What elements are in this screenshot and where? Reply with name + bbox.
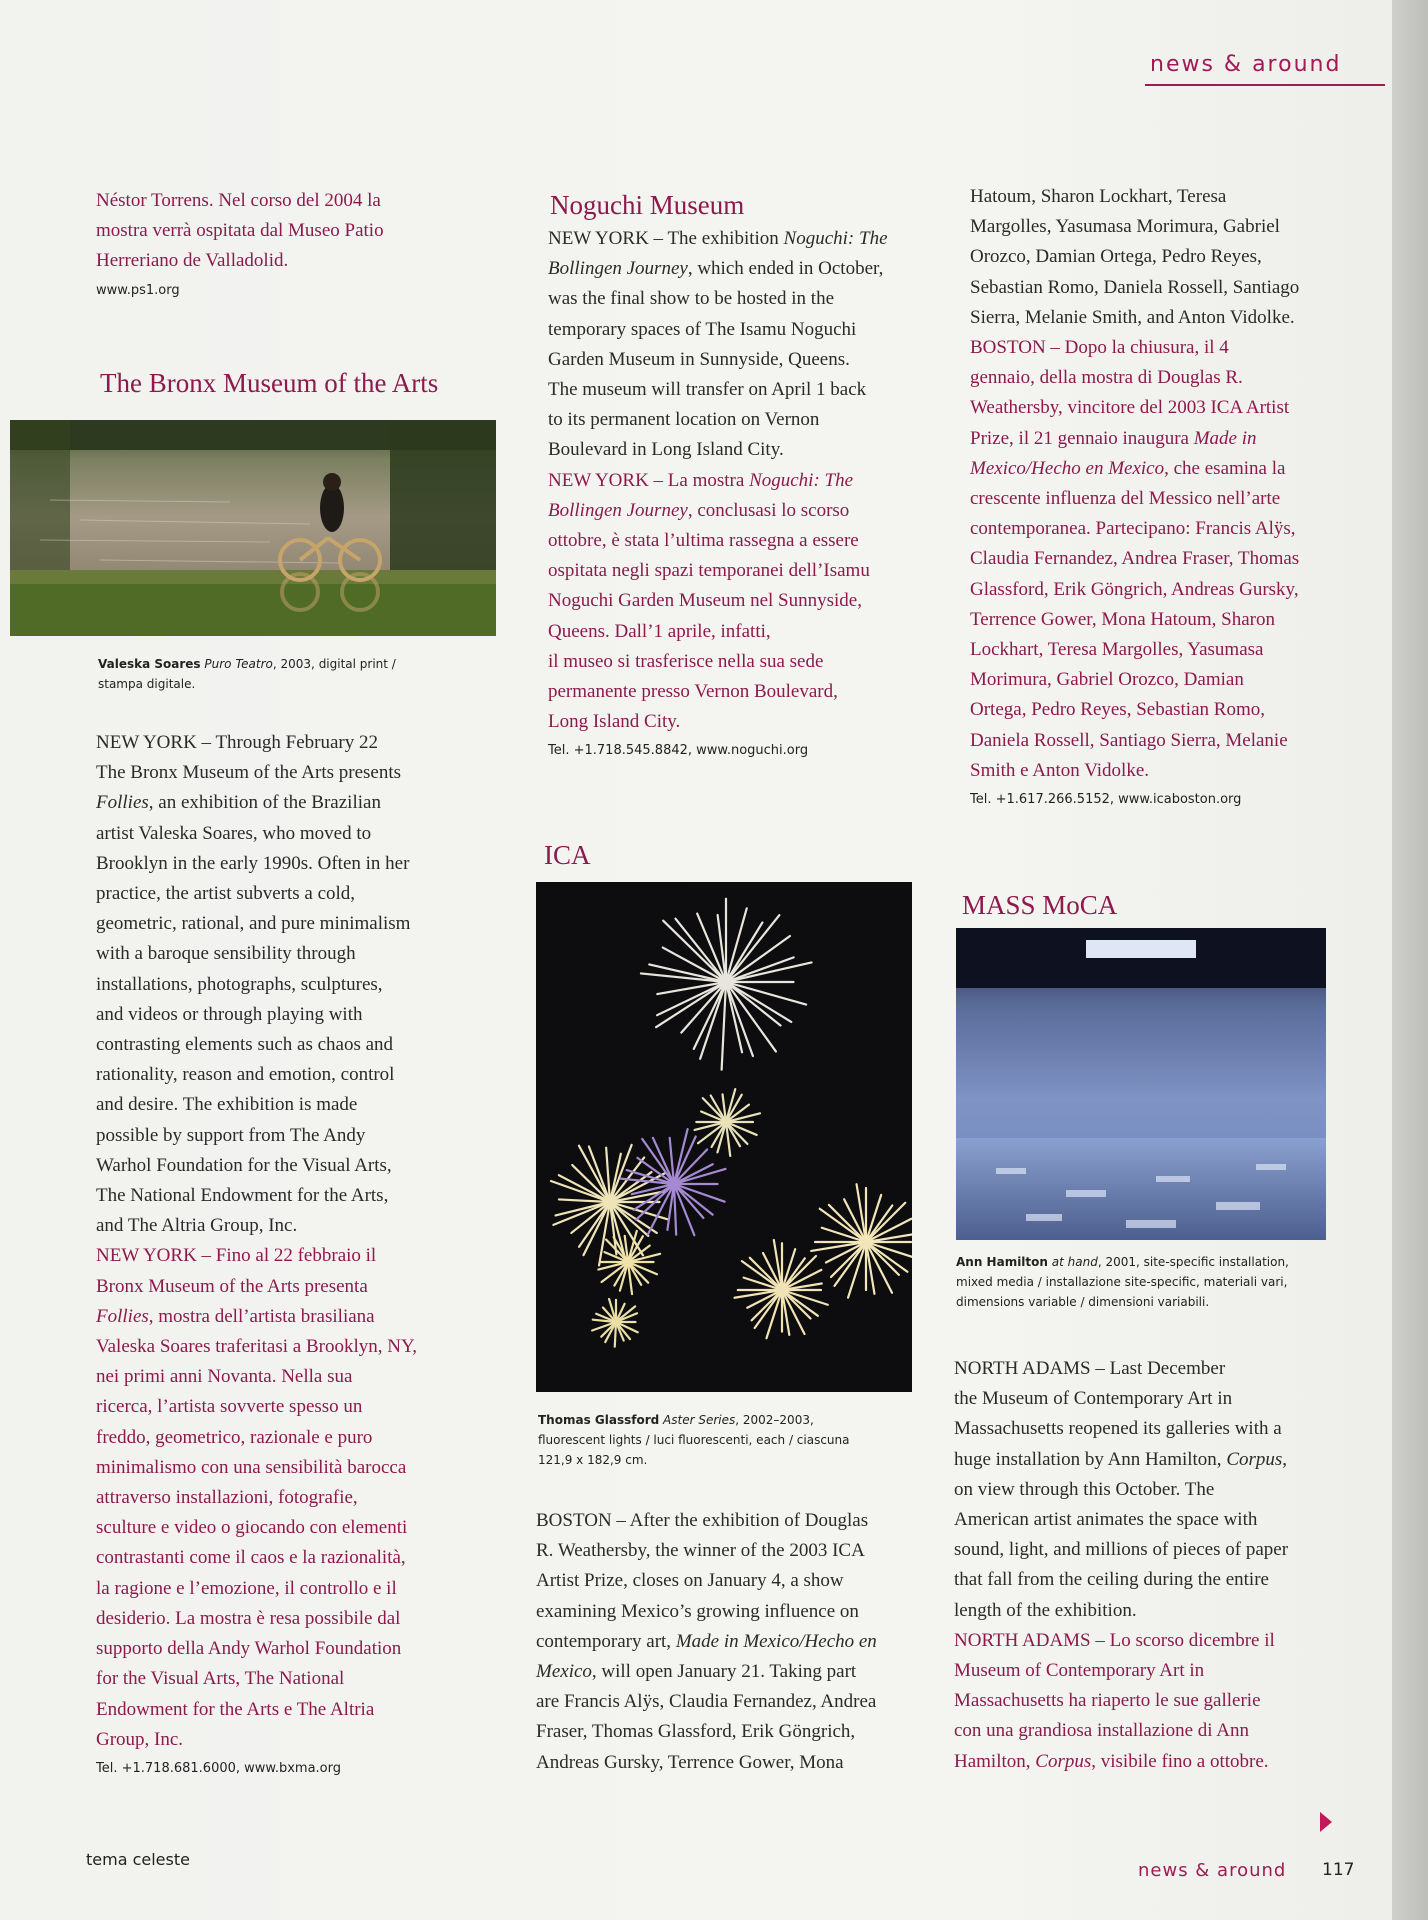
text-line: Bollingen Journey, conclusasi lo scorso [548,499,850,521]
text-line: Mexico/Hecho en Mexico, che esamina la [970,457,1286,479]
text-line: NEW YORK – Through February 22 [96,732,378,753]
ica-contact: Tel. +1.617.266.5152, www.icaboston.org [970,792,1242,808]
ica-english-text [536,1506,936,1778]
text-line: sculture e video o giocando con elementi [96,1517,408,1539]
intro-url: www.ps1.org [96,282,180,298]
text-line: R. Weathersby, the winner of the 2003 ICA [536,1540,865,1562]
text-line: BOSTON – After the exhibition of Douglas [536,1510,869,1531]
text-line: ospitata negli spazi temporanei dell’Isamu [548,560,870,582]
caption-artist: Ann Hamilton [956,1255,1048,1269]
caption-details: , 2002–2003, [735,1413,814,1427]
text-line: minimalismo con una sensibilità barocca [96,1456,407,1478]
text-line: Bollingen Journey, which ended in October, [548,258,884,280]
text-line: for the Visual Arts, The National [96,1668,345,1690]
caption-details-2: mixed media / installazione site-specific, materiali vari, [956,1275,1288,1289]
caption-details-2: fluorescent lights / luci fluorescenti, each / ciascuna [538,1433,850,1447]
text-line: contrasting elements such as chaos and [96,1034,394,1056]
mass-moca-article [954,1354,1334,1777]
text-line: huge installation by Ann Hamilton, Corpus, [954,1448,1288,1470]
text-line: temporary spaces of The Isamu Noguchi [548,318,857,340]
noguchi-contact: Tel. +1.718.545.8842, www.noguchi.org [548,743,809,759]
text-line: Artist Prize, closes on January 4, a show [536,1570,844,1592]
header-rule [1145,84,1385,86]
text-line: ricerca, l’artista sovverte spesso un [96,1396,363,1418]
caption-details: , 2003, digital print / [272,657,396,671]
text-line: The National Endowment for the Arts, [96,1185,389,1207]
text-line: artist Valeska Soares, who moved to [96,822,372,844]
text-line: gennaio, della mostra di Douglas R. [970,367,1243,389]
text-line: examining Mexico’s growing influence on [536,1600,859,1622]
text-line: Garden Museum in Sunnyside, Queens. [548,348,850,370]
section-header: news & around [1150,52,1342,77]
text-line: contemporanea. Partecipano: Francis Alÿs, [970,518,1296,540]
text-line: NORTH ADAMS – Last December [954,1358,1226,1379]
intro-text [96,186,496,277]
ica-title: ICA [544,840,591,870]
magazine-name: tema celeste [86,1850,190,1869]
text-line: Endowment for the Arts e The Altria [96,1698,375,1720]
caption-details-3: 121,9 x 182,9 cm. [538,1453,648,1467]
text-line: installations, photographs, sculptures, [96,973,383,995]
ica-italian-text [970,333,1350,786]
caption-details-2: stampa digitale. [98,677,196,691]
text-line: with a baroque sensibility through [96,943,356,965]
text-line: Group, Inc. [96,1728,184,1750]
text-line: nei primi anni Novanta. Nella sua [96,1366,353,1388]
text-line: geometric, rational, and pure minimalism [96,913,411,935]
text-line: Margolles, Yasumasa Morimura, Gabriel [970,216,1280,238]
noguchi-english-text [548,224,944,466]
ica-english-text-cont [970,182,1350,333]
text-line: Hamilton, Corpus, visibile fino a ottobre. [954,1750,1269,1772]
bronx-contact: Tel. +1.718.681.6000, www.bxma.org [96,1760,342,1776]
caption-work: at hand [1051,1255,1098,1269]
text-line: Follies, mostra dell’artista brasiliana [96,1305,375,1327]
text-line: BOSTON – Dopo la chiusura, il 4 [970,337,1229,359]
mass-moca-title: MASS MoCA [962,890,1118,920]
text-line: Andreas Gursky, Terrence Gower, Mona [536,1751,844,1773]
text-line: possible by support from The Andy [96,1124,366,1146]
text-line: rationality, reason and emotion, control [96,1064,395,1086]
text-line: Orozco, Damian Ortega, Pedro Reyes, [970,246,1262,268]
text-line: Lockhart, Teresa Margolles, Yasumasa [970,639,1264,661]
text-line: crescente influenza del Messico nell’arte [970,488,1281,510]
text-line: Prize, il 21 gennaio inaugura Made in [970,427,1257,449]
page-edge [1392,0,1428,1920]
text-line: Smith e Anton Vidolke. [970,759,1150,781]
text-line: was the final show to be hosted in the [548,288,835,310]
text-line: il museo si trasferisce nella sua sede [548,650,824,672]
mass-moca-photo [956,928,1326,1240]
text-line: sound, light, and millions of pieces of paper [954,1539,1289,1561]
text-line: Valeska Soares traferitasi a Brooklyn, NY, [96,1336,417,1358]
bronx-photo [10,420,496,636]
next-page-arrow-icon [1320,1812,1332,1832]
caption-work: Puro Teatro [204,657,273,671]
caption-artist: Valeska Soares [98,657,201,671]
caption-artist: Thomas Glassford [538,1413,660,1427]
text-line: Herreriano de Valladolid. [96,250,289,272]
column-1-intro [96,186,496,298]
caption-work: Aster Series [663,1413,736,1427]
text-line: Bronx Museum of the Arts presenta [96,1275,368,1297]
text-line: Néstor Torrens. Nel corso del 2004 la [96,190,381,211]
text-line: and The Altria Group, Inc. [96,1215,298,1237]
bronx-italian-text [96,1241,526,1754]
bronx-article [96,728,526,1776]
page-number: 117 [1322,1860,1355,1880]
text-line: desiderio. La mostra è resa possibile dal [96,1607,401,1629]
text-line: are Francis Alÿs, Claudia Fernandez, Andrea [536,1691,877,1713]
text-line: Sierra, Melanie Smith, and Anton Vidolke. [970,306,1295,328]
noguchi-italian-text [548,466,944,738]
text-line: freddo, geometrico, razionale e puro [96,1426,373,1448]
text-line: Long Island City. [548,711,681,733]
text-line: la ragione e l’emozione, il controllo e il [96,1577,397,1599]
mass-english-text [954,1354,1334,1626]
bronx-english-text [96,728,526,1241]
text-line: Sebastian Romo, Daniela Rossell, Santiago [970,276,1300,298]
text-line: and desire. The exhibition is made [96,1094,358,1116]
mass-moca-caption [956,1252,1336,1312]
text-line: Boulevard in Long Island City. [548,439,784,461]
text-line: NEW YORK – La mostra Noguchi: The [548,469,854,491]
text-line: Ortega, Pedro Reyes, Sebastian Romo, [970,699,1265,721]
text-line: American artist animates the space with [954,1509,1258,1531]
text-line: the Museum of Contemporary Art in [954,1388,1233,1410]
text-line: Daniela Rossell, Santiago Sierra, Melanie [970,729,1288,751]
text-line: NEW YORK – The exhibition Noguchi: The [548,228,888,249]
text-line: NEW YORK – Fino al 22 febbraio il [96,1245,377,1267]
text-line: mostra verrà ospitata dal Museo Patio [96,220,384,242]
text-line: Massachusetts reopened its galleries with a [954,1418,1282,1440]
text-line: Hatoum, Sharon Lockhart, Teresa [970,186,1227,207]
text-line: Mexico, will open January 21. Taking part [536,1661,857,1683]
text-line: length of the exhibition. [954,1599,1137,1621]
text-line: contrastanti come il caos e la razionalità, [96,1547,406,1569]
caption-details: , 2001, site-specific installation, [1097,1255,1289,1269]
noguchi-title: Noguchi Museum [550,190,745,220]
text-line: on view through this October. The [954,1478,1215,1500]
text-line: con una grandiosa installazione di Ann [954,1720,1249,1742]
text-line: to its permanent location on Vernon [548,409,820,431]
text-line: attraverso installazioni, fotografie, [96,1487,358,1509]
ica-article-continued [970,182,1350,807]
bronx-title: The Bronx Museum of the Arts [100,368,439,398]
text-line: and videos or through playing with [96,1003,363,1025]
text-line: NORTH ADAMS – Lo scorso dicembre il [954,1629,1275,1651]
footer-section: news & around [1138,1860,1287,1881]
text-line: Massachusetts ha riaperto le sue gallerie [954,1690,1261,1712]
ica-photo [536,882,912,1392]
text-line: supporto della Andy Warhol Foundation [96,1638,402,1660]
ica-article [536,1506,936,1778]
ica-caption [538,1410,938,1470]
text-line: that fall from the ceiling during the entire [954,1569,1269,1591]
noguchi-article [548,224,944,758]
bronx-caption [98,654,498,694]
text-line: practice, the artist subverts a cold, [96,883,356,905]
text-line: Claudia Fernandez, Andrea Fraser, Thomas [970,548,1300,570]
text-line: Museum of Contemporary Art in [954,1660,1205,1682]
text-line: Fraser, Thomas Glassford, Erik Göngrich, [536,1721,856,1743]
text-line: permanente presso Vernon Boulevard, [548,681,838,703]
mass-italian-text [954,1626,1334,1777]
text-line: Glassford, Erik Göngrich, Andreas Gursky, [970,578,1299,600]
text-line: Follies, an exhibition of the Brazilian [96,792,381,814]
text-line: The Bronx Museum of the Arts presents [96,762,402,784]
text-line: Brooklyn in the early 1990s. Often in her [96,852,410,874]
text-line: Weathersby, vincitore del 2003 ICA Artist [970,397,1290,419]
caption-details-3: dimensions variable / dimensioni variabili. [956,1295,1210,1309]
text-line: contemporary art, Made in Mexico/Hecho en [536,1630,877,1652]
text-line: Warhol Foundation for the Visual Arts, [96,1154,392,1176]
text-line: The museum will transfer on April 1 back [548,379,867,401]
text-line: Terrence Gower, Mona Hatoum, Sharon [970,608,1275,630]
text-line: Queens. Dall’1 aprile, infatti, [548,620,771,642]
text-line: ottobre, è stata l’ultima rassegna a essere [548,530,859,552]
text-line: Morimura, Gabriel Orozco, Damian [970,669,1244,691]
text-line: Noguchi Garden Museum nel Sunnyside, [548,590,862,612]
